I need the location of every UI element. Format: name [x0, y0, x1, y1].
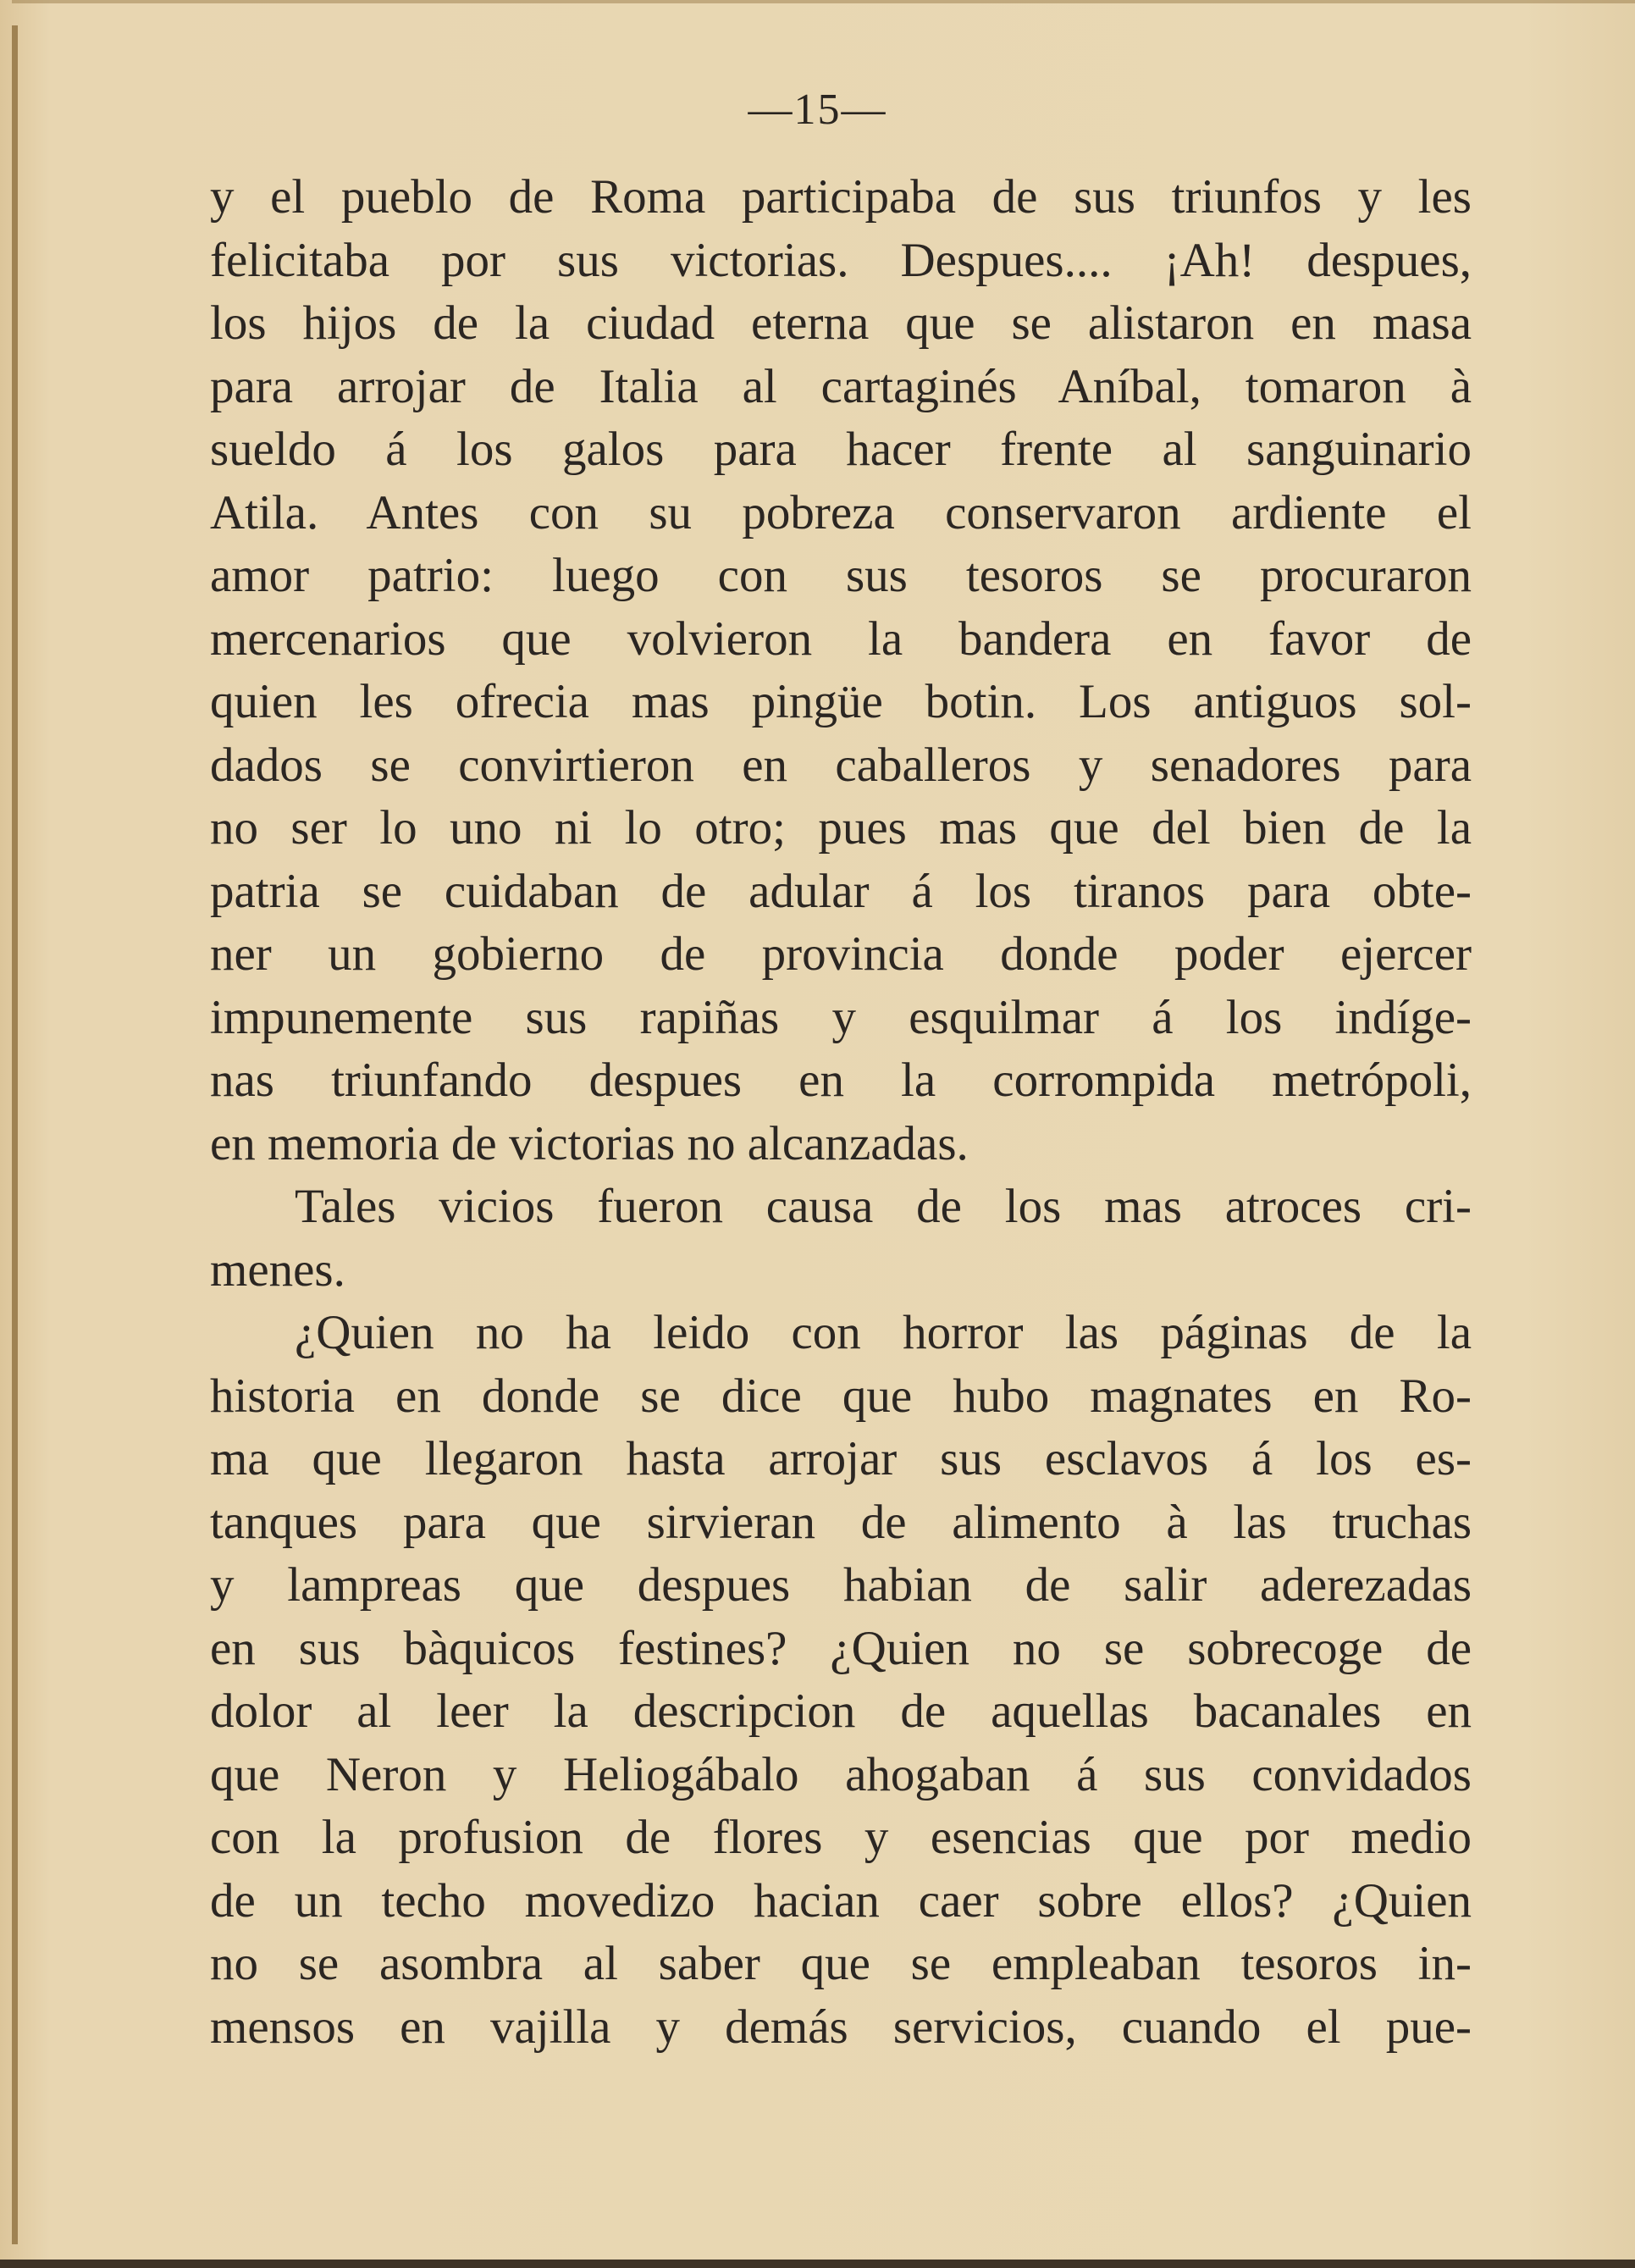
page-edge-left — [12, 25, 18, 2244]
text-line: amor patrio: luego con sus tesoros se procuraron — [210, 549, 1472, 602]
text-line: ma que llegaron hasta arrojar sus esclavos á los es- — [210, 1432, 1472, 1485]
text-line: tanques para que sirvieran de alimento à las truchas — [210, 1495, 1472, 1549]
text-line: los hijos de la ciudad eterna que se alistaron en masa — [210, 296, 1472, 350]
text-line: que Neron y Heliogábalo ahogaban á sus convidados — [210, 1747, 1472, 1801]
text-line: en sus bàquicos festines? ¿Quien no se sobrecoge de — [210, 1621, 1472, 1675]
text-line: en memoria de victorias no alcanzadas. — [210, 1116, 969, 1170]
page-number: —15— — [748, 86, 887, 134]
text-line: patria se cuidaban de adular á los tiranos para obte- — [210, 864, 1472, 918]
text-line: nas triunfando despues en la corrompida metrópoli, — [210, 1054, 1472, 1107]
text-line: para arrojar de Italia al cartaginés Aníbal, tomaron à — [210, 359, 1472, 413]
text-line: mensos en vajilla y demás servicios, cuando el pue- — [210, 2000, 1472, 2054]
text-line: y el pueblo de Roma participaba de sus triunfos y les — [210, 170, 1472, 224]
text-line: menes. — [210, 1242, 345, 1297]
text-line: con la profusion de flores y esencias que por medio — [210, 1811, 1472, 1864]
text-line: impunemente sus rapiñas y esquilmar á los indíge- — [210, 990, 1472, 1044]
body-text — [210, 166, 1472, 2059]
text-line: y lampreas que despues habian de salir aderezadas — [210, 1558, 1472, 1612]
text-line: historia en donde se dice que hubo magnates en Ro- — [210, 1369, 1472, 1423]
text-line: no se asombra al saber que se empleaban tesoros in- — [210, 1937, 1472, 1990]
text-line: felicitaba por sus victorias. Despues.... ¡Ah! despues, — [210, 233, 1472, 287]
text-line: dolor al leer la descripcion de aquellas bacanales en — [210, 1684, 1472, 1738]
text-line: de un techo movedizo hacian caer sobre ellos? ¿Quien — [210, 1873, 1472, 1928]
text-line: ¿Quien no ha leido con horror las páginas de la — [295, 1306, 1472, 1359]
text-line: mercenarios que volvieron la bandera en favor de — [210, 611, 1472, 666]
text-line: dados se convirtieron en caballeros y senadores para — [210, 738, 1472, 792]
text-line: Atila. Antes con su pobreza conservaron ardiente el — [210, 485, 1472, 539]
text-line: ner un gobierno de provincia donde poder ejercer — [210, 927, 1472, 981]
page-edge-top — [12, 0, 1635, 3]
text-line: no ser lo uno ni lo otro; pues mas que del bien de la — [210, 801, 1472, 855]
text-line: Tales vicios fueron causa de los mas atroces cri- — [295, 1180, 1472, 1233]
text-line: sueldo á los galos para hacer frente al sanguinario — [210, 423, 1472, 476]
page-edge-bottom — [0, 2260, 1635, 2268]
text-line: quien les ofrecia mas pingüe botin. Los antiguos sol- — [210, 675, 1472, 728]
